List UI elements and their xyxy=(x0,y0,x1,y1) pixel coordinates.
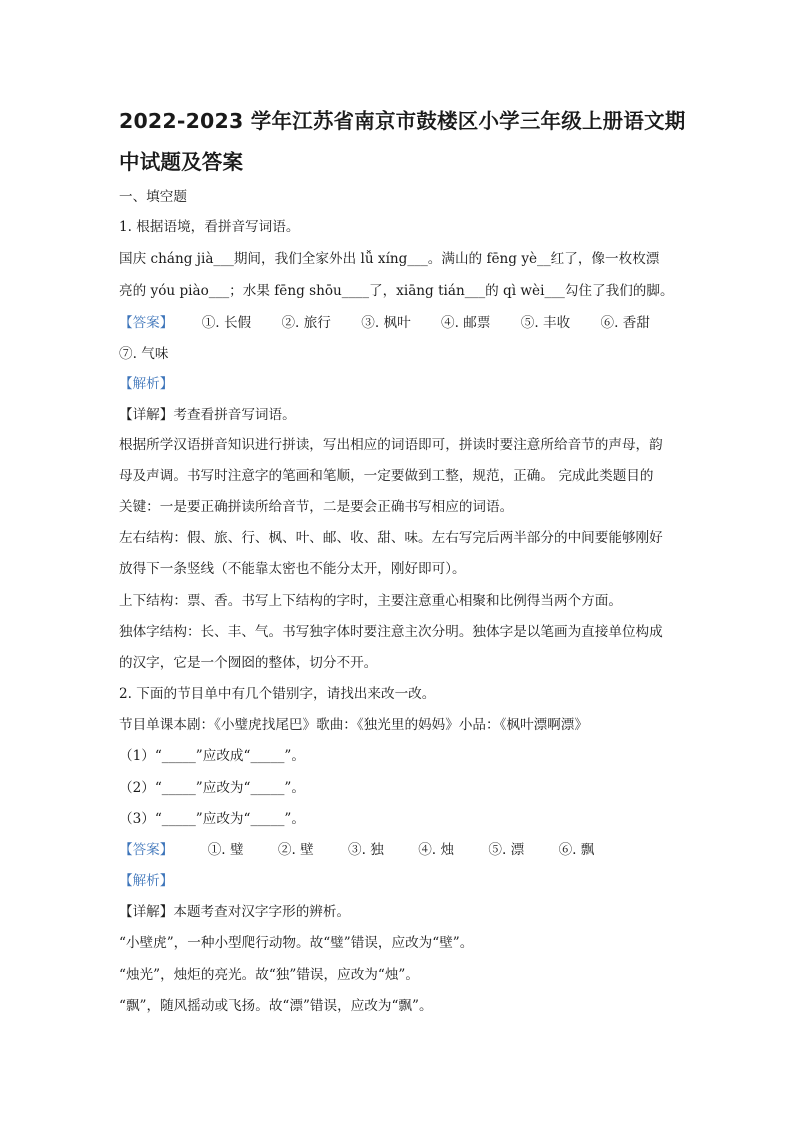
analysis-paragraph: “小壁虎”，一种小型爬行动物。故“璧”错误，应改为“壁”。 xyxy=(119,935,474,951)
answer-item: ①. 长假 xyxy=(201,315,252,331)
answer-item: ⑥. 香甜 xyxy=(600,315,650,331)
detail-line: 【详解】考查看拼音写词语。 xyxy=(119,407,296,423)
document-title-line2: 中试题及答案 xyxy=(119,150,244,174)
answer-item: ③. 独 xyxy=(348,842,384,858)
question-1-answer-row xyxy=(119,314,650,332)
analysis-label: 【解析】 xyxy=(119,873,174,889)
question-2-program: 节目单课本剧：《小璧虎找尾巴》歌曲：《独光里的妈妈》小品：《枫叶漂啊漂》 xyxy=(119,717,588,733)
answer-label: 【答案】 xyxy=(119,842,174,858)
question-2-answer-row xyxy=(119,841,594,859)
analysis-paragraph: “飘”，随风摇动或飞扬。故“漂”错误，应改为“飘”。 xyxy=(119,998,433,1014)
analysis-label: 【解析】 xyxy=(119,376,174,392)
analysis-paragraph: 母及声调。书写时注意字的笔画和笔顺，一定要做到工整，规范，正确。 完成此类题目的 xyxy=(119,468,654,484)
question-1-stem: 1. 根据语境，看拼音写词语。 xyxy=(119,219,300,235)
answer-item: ②. 壁 xyxy=(277,842,314,858)
analysis-paragraph: 的汉字，它是一个囫囵的整体，切分不开。 xyxy=(119,655,378,671)
question-2-item: （2）“_____”应改为“_____”。 xyxy=(119,780,305,796)
analysis-paragraph: 放得下一条竖线（不能靠太密也不能分太开，刚好即可）。 xyxy=(119,561,466,577)
question-1-text-line2: 亮的 yóu piào___；水果 fēng shōu____了，xiāng tián___的 qì wèi___勾住了我们的脚。 xyxy=(119,283,674,299)
answer-item: ⑤. 漂 xyxy=(488,842,525,858)
answer-item: ⑤. 丰收 xyxy=(520,315,571,331)
answer-item: ④. 烛 xyxy=(418,842,455,858)
analysis-paragraph: 上下结构：票、香。书写上下结构的字时，主要注意重心相聚和比例得当两个方面。 xyxy=(119,593,622,609)
analysis-paragraph: 根据所学汉语拼音知识进行拼读，写出相应的词语即可，拼读时要注意所给音节的声母，韵 xyxy=(119,437,663,453)
detail-line: 【详解】本题考查对汉字字形的辨析。 xyxy=(119,904,351,920)
answer-item: ①. 璧 xyxy=(207,842,244,858)
answer-item: ④. 邮票 xyxy=(441,315,491,331)
analysis-paragraph: 左右结构：假、旅、行、枫、叶、邮、收、甜、味。左右写完后两半部分的中间要能够刚好 xyxy=(119,530,663,546)
answer-item: ②. 旅行 xyxy=(281,315,331,331)
answer-item: ⑥. 飘 xyxy=(558,842,595,858)
analysis-paragraph: “烛光”，烛炬的亮光。故“独”错误，应改为“烛”。 xyxy=(119,967,419,983)
document-title-line1: 2022-2023 学年江苏省南京市鼓楼区小学三年级上册语文期 xyxy=(119,109,686,133)
question-2-item: （3）“_____”应改为“_____”。 xyxy=(119,811,305,827)
analysis-paragraph: 关键：一是要正确拼读所给音节，二是要会正确书写相应的词语。 xyxy=(119,499,514,515)
answer-item: ③. 枫叶 xyxy=(361,315,411,331)
section-heading: 一、填空题 xyxy=(119,189,187,205)
analysis-paragraph: 独体字结构：长、丰、气。书写独字体时要注意主次分明。独体字是以笔画为直接单位构成 xyxy=(119,624,663,640)
answer-label: 【答案】 xyxy=(119,315,174,331)
question-2-stem: 2. 下面的节目单中有几个错别字，请找出来改一改。 xyxy=(119,686,436,702)
question-1-text-line1: 国庆 cháng jià___期间，我们全家外出 lǚ xíng___。满山的 fēng yè__红了，像一枚枚漂 xyxy=(119,251,660,267)
question-1-answer-row2: ⑦. 气味 xyxy=(119,346,169,362)
question-2-item: （1）“_____”应改成“_____”。 xyxy=(119,748,305,764)
